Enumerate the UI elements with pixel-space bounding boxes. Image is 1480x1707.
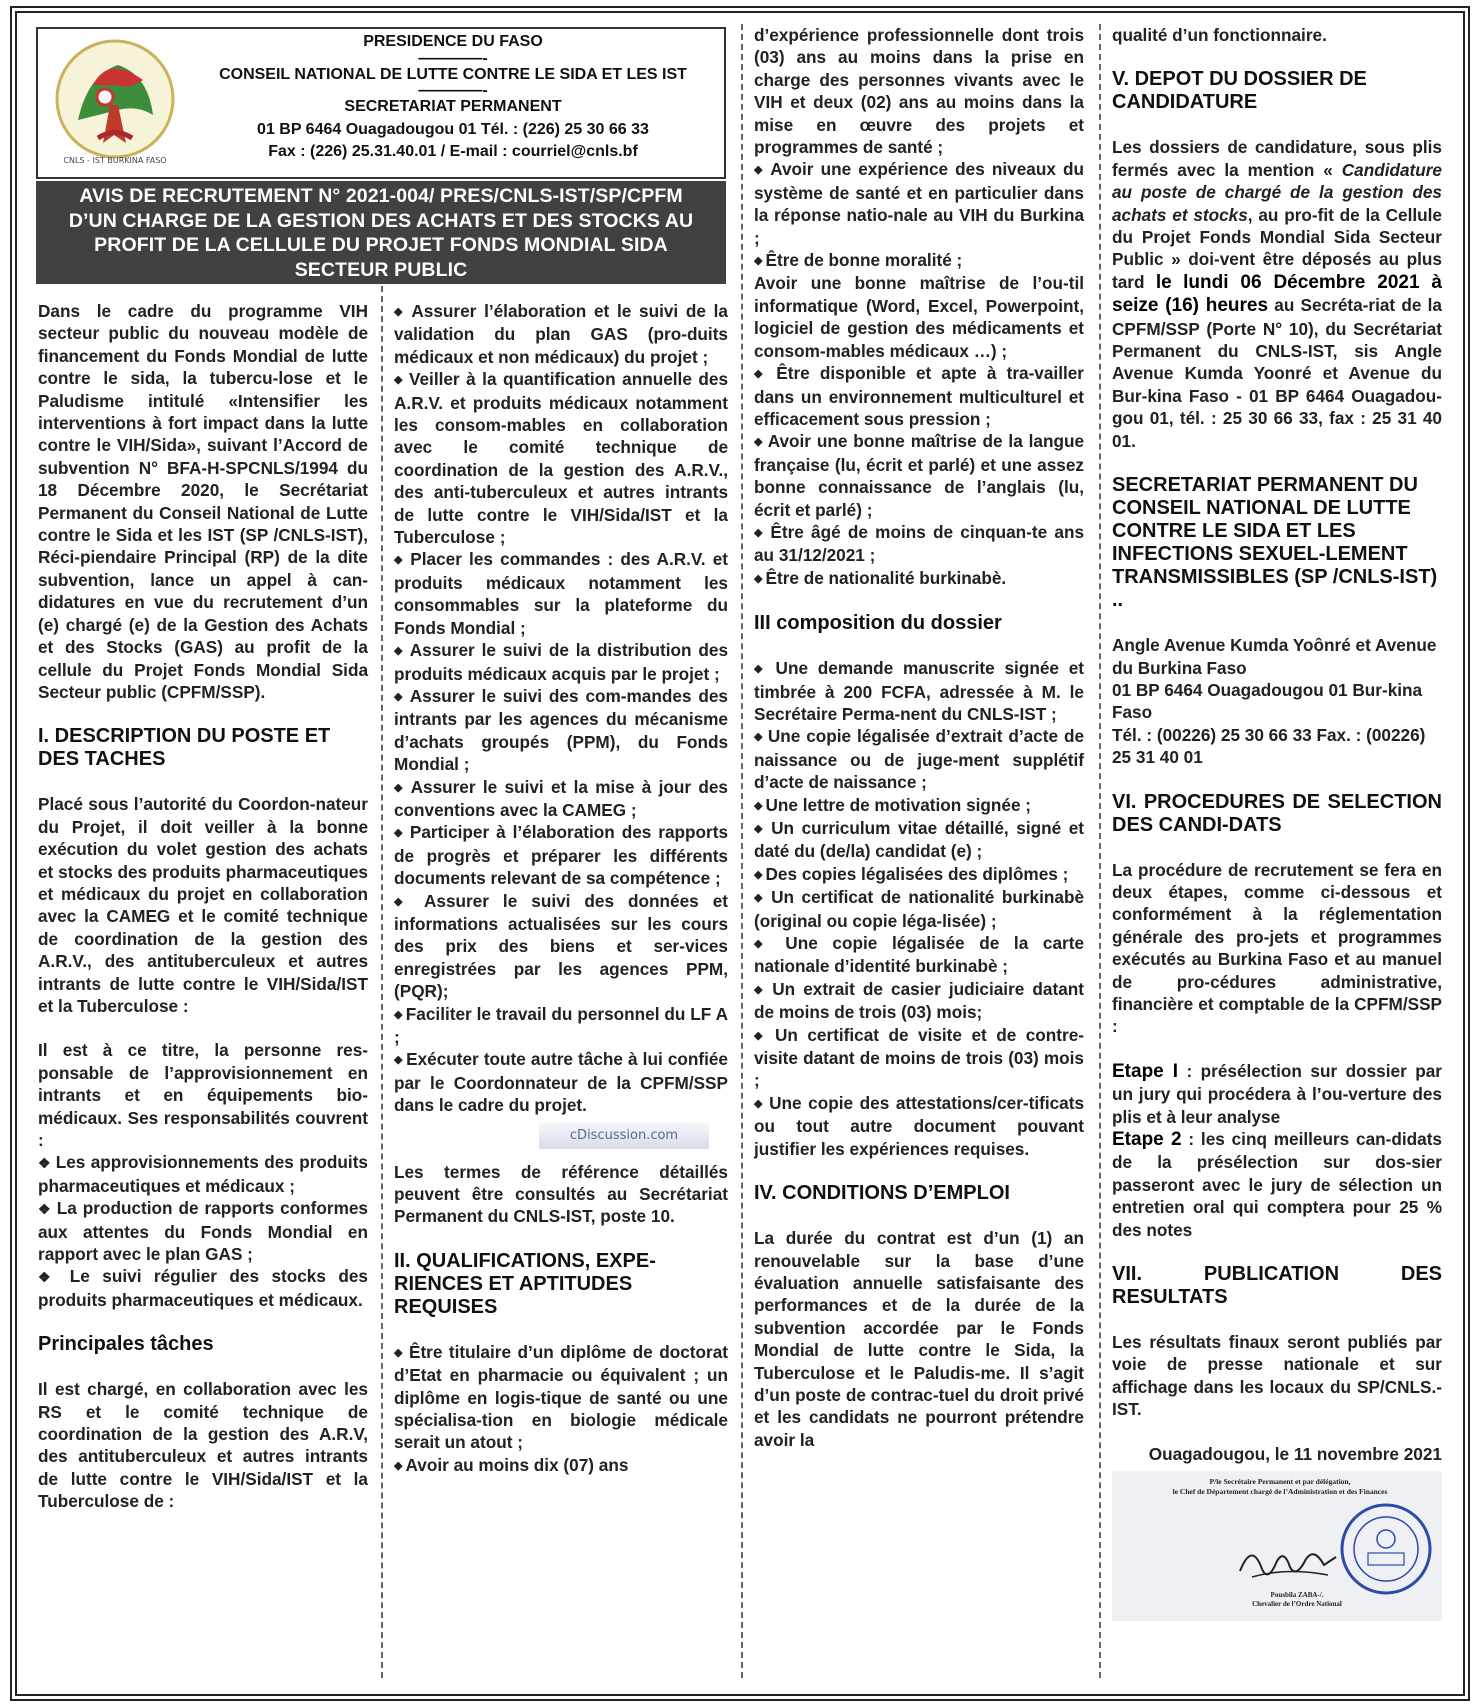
fax-email-line: Fax : (226) 25.31.40.01 / E-mail : courriel@cnls.bf	[268, 143, 638, 160]
list-item: ◆ Faciliter le travail du personnel du LF A ;	[394, 1003, 728, 1049]
signatory	[1222, 1591, 1372, 1609]
address-line: Tél. : (00226) 25 30 66 33 Fax. : (00226) 25 31 40 01	[1112, 724, 1426, 768]
list-item: ◆ Une copie légalisée d’extrait d’acte de naissance ou de juge-ment supplétif d’acte de naissance ;	[754, 725, 1084, 793]
column-1	[38, 300, 368, 1513]
list-item: ◆ Des copies légalisées des diplômes ;	[754, 863, 1084, 886]
text-run: : les cinq meilleurs can-didats de la présélection sur dos-sier passeront avec le jury de sélection un entretien oral qui comptera pour 25 % des notes	[1112, 1129, 1442, 1240]
column-4	[1112, 24, 1442, 1621]
list-item: ◆ Un curriculum vitae détaillé, signé et daté du (de/la) candidat (e) ;	[754, 817, 1084, 863]
list-item: ◆ Exécuter toute autre tâche à lui confiée par le Coordonnateur de la CPFM/SSP dans le cadre du projet.	[394, 1048, 728, 1116]
list-item: ◆ Avoir une bonne maîtrise de la langue française (lu, écrit et parlé) et une assez bonne connaissance de l’anglais (lu, écrit et parlé) ;	[754, 430, 1084, 521]
text-run: , au pro-fit de la Cellule du Projet Fonds Mondial Sida Secteur Public » doi-vent être déposés au plus tard	[1112, 204, 1442, 292]
notice-title-banner	[36, 181, 726, 284]
text-run: au Secréta-riat de la CPFM/SSP (Porte N° 10), du Secrétariat Permanent du CNLS-IST, sis Angle Avenue Kumda Yoonré et Avenue du Bur-kina Faso - 01 BP 6464 Ouagadou-gou 01, tél. : 25 30 66 33, fax : 25 31 40 01.	[1112, 295, 1442, 451]
list-item: ◆ Avoir au moins dix (07) ans	[394, 1454, 728, 1477]
subsection-heading: Principales tâches	[38, 1333, 214, 1356]
caption-line: le Chef de Département chargé de l’Administration et des Finances	[1172, 1487, 1388, 1497]
list-item: ◆ Avoir une expérience des niveaux du système de santé et en particulier dans la réponse natio-nale au VIH du Burkina ;	[754, 158, 1084, 249]
text-run: : présélection sur dossier par un jury qui procédera à l’ou-verture des plis et à leur analyse	[1112, 1060, 1442, 1127]
paragraph: La procédure de recrutement se fera en deux étapes, comme ci-dessous et conformément à la réglementation générale des pro-jets et programmes exécutés au Burkina Faso et au manuel de pro-cédures administrative, financière et comptable de la CPFM/SSP :	[1112, 859, 1442, 1037]
section-heading: VI. PROCEDURES DE SELECTION DES CANDI-DATS	[1112, 790, 1442, 836]
list-item: ◆ Assurer l’élaboration et le suivi de la validation du plan GAS (pro-duits médicaux et non médicaux) du projet ;	[394, 300, 728, 368]
signatory-name: Pousbila ZABA-/.	[1270, 1591, 1324, 1600]
handwritten-signature-icon	[1232, 1531, 1342, 1591]
list-item: ◆ Placer les commandes : des A.R.V. et produits médicaux notamment les consommables sur la plateforme du Fonds Mondial ;	[394, 548, 728, 639]
signatory-title: Chevalier de l’Ordre National	[1252, 1600, 1342, 1609]
address-line: Angle Avenue Kumda Yoônré et Avenue du Burkina Faso	[1112, 635, 1437, 678]
watermark-badge: cDiscussion.com	[539, 1123, 709, 1149]
paragraph: La durée du contrat est d’un (1) an renouvelable sur la base d’une évaluation annuelle satisfaisante des performances et de la durée de la subvention accordée par le Fonds Mondial de lutte contre le Sida, la Tuberculose et le Paludis-me. Il s’agit d’un poste de contrac-tuel du droit privé et les candidats ne pourront prétendre avoir la	[754, 1228, 1084, 1450]
list-item: ◆ Un extrait de casier judiciaire datant de moins de trois (03) mois;	[754, 978, 1084, 1024]
step-label: Etape I	[1112, 1060, 1178, 1082]
letterhead-text	[183, 31, 723, 164]
deadline: lundi 06 Décembre 2021 à seize (16) heures	[1112, 271, 1442, 317]
section-heading: VII. PUBLICATION DES RESULTATS	[1112, 1263, 1442, 1309]
list-item: ◆ Être de bonne moralité ;	[754, 249, 1084, 272]
letterhead	[36, 27, 726, 179]
signature-caption	[1130, 1477, 1430, 1497]
section-heading: V. DEPOT DU DOSSIER DE CANDIDATURE	[1112, 68, 1367, 114]
list-item: ❖ Le suivi régulier des stocks des produits pharmaceutiques et médicaux.	[38, 1265, 368, 1311]
list-item: ◆ Une copie légalisée de la carte nationale d’identité burkinabè ;	[754, 932, 1084, 978]
section-heading: II. QUALIFICATIONS, EXPE-RIENCES ET APTITUDES REQUISES	[394, 1249, 656, 1318]
list-item: ◆ Participer à l’élaboration des rapports de progrès et préparer les différents documents relevant de sa compétence ;	[394, 821, 728, 889]
notice-title-line: SECTEUR PUBLIC	[294, 258, 468, 281]
paragraph: Les résultats finaux seront publiés par voie de presse nationale et sur affichage dans les locaux du SP/CNLS.-IST.	[1112, 1332, 1442, 1420]
column-divider	[1099, 24, 1101, 1678]
signature-block	[1112, 1471, 1442, 1621]
list-item: ◆ Veiller à la quantification annuelle des A.R.V. et produits médicaux notamment les consom-mables en collaboration avec le comité technique de coordination de la gestion des A.R.V., des anti-tuberculeux et autres intrants de lutte contre le VIH/Sida/IST et la Tuberculose ;	[394, 368, 728, 548]
column-divider	[381, 286, 383, 1678]
section-heading: III composition du dossier	[754, 612, 1002, 635]
paragraph	[1112, 1060, 1442, 1128]
text-run: Les dossiers de candidature, sous plis fermés avec la mention «	[1112, 137, 1442, 180]
column-3	[754, 24, 1084, 1451]
list-item: ◆ Une demande manuscrite signée et timbrée à 200 FCFA, adressée à M. le Secrétaire Perma-nent du CNLS-IST ;	[754, 657, 1084, 725]
council-name: CONSEIL NATIONAL DE LUTTE CONTRE LE SIDA ET LES IST	[219, 65, 687, 83]
logo-text: CNLS - IST BURKINA FASO	[63, 156, 167, 165]
list-item: ◆ Un certificat de nationalité burkinabè (original ou copie léga-lisée) ;	[754, 886, 1084, 932]
column-2	[394, 300, 728, 1477]
list-item: ◆ Être disponible et apte à tra-vailler dans un environnement multiculturel et efficacement sous pression ;	[754, 362, 1084, 430]
list-item: ◆ Assurer le suivi des com-mandes des intrants par les agences du mécanisme d’achats groupés (PPM), du Fonds Mondial ;	[394, 685, 728, 776]
section-heading: IV. CONDITIONS D’EMPLOI	[754, 1182, 1010, 1205]
paragraph: qualité d’un fonctionnaire.	[1112, 25, 1327, 45]
paragraph: Il est à ce titre, la personne res-ponsable de l’approvisionnement en intrants et en équipements bio-médicaux. Ses responsabilités couvrent :	[38, 1040, 368, 1150]
notice-title-line: PROFIT DE LA CELLULE DU PROJET FONDS MONDIAL SIDA	[94, 234, 668, 256]
organization-name: SECRETARIAT PERMANENT DU CONSEIL NATIONAL DE LUTTE CONTRE LE SIDA ET LES INFECTIONS SEXUEL-LEMENT TRANSMISSIBLES (SP /CNLS-IST) ..	[1112, 474, 1438, 612]
column-divider	[741, 24, 743, 1678]
place-date: Ouagadougou, le 11 novembre 2021	[1148, 1443, 1442, 1464]
notice-title-line: AVIS DE RECRUTEMENT N° 2021-004/ PRES/CNLS-IST/SP/CPFM	[79, 185, 683, 207]
secretariat-line: SECRETARIAT PERMANENT	[344, 98, 562, 115]
list-item: ❖ La production de rapports conformes aux attentes du Fonds Mondial en rapport avec le plan GAS ;	[38, 1197, 368, 1265]
list-item: ❖ Les approvisionnements des produits pharmaceutiques et médicaux ;	[38, 1151, 368, 1197]
text-run: le	[1155, 271, 1172, 293]
list-item: ◆ Un certificat de visite et de contre-visite datant de moins de trois (03) mois ;	[754, 1024, 1084, 1092]
paragraph: Les termes de référence détaillés peuvent être consultés au Secrétariat Permanent du CNLS-IST, poste 10.	[394, 1161, 728, 1227]
address-line: 01 BP 6464 Ouagadougou 01 Tél. : (226) 25 30 66 33	[257, 120, 649, 138]
intro-paragraph: Dans le cadre du programme VIH secteur public du nouveau modèle de financement du Fonds Mondial de lutte contre le sida, la tubercu-lose et le Paludisme intitulé «Intensifier les interventions à fort impact dans la lutte contre le VIH/Sida», suivant l’Accord de subvention N° BFA-H-SPCNLS/1994 du 18 Décembre 2020, le Secrétariat Permanent du Conseil National de Lutte contre le Sida et les IST (SP /CNLS-IST), Réci-piendaire Principal (RP) de la dite subvention, lance un appel à can-didatures en vue du recrutement d’un (e) chargé (e) de la Gestion des Achats et des Stocks (GAS) au profit de la cellule du Projet Fonds Mondial Sida Secteur public (CPFM/SSP).	[38, 301, 368, 702]
list-item: ◆ Assurer le suivi des données et informations actualisées sur les cours des prix des biens et ser-vices enregistrées par les agences PPM, (PQR);	[394, 890, 728, 1003]
text-run: Candidature au poste de chargé de la gestion des achats et stocks	[1112, 159, 1442, 225]
list-item: ◆ Assurer le suivi de la distribution des produits médicaux acquis par le projet ;	[394, 639, 728, 685]
paragraph: Il est chargé, en collaboration avec les RS et le comité technique de coordination de la gestion des A.R.V, des antituberculeux et autres intrants de lutte contre le VIH/Sida/IST et la Tuberculose de :	[38, 1379, 368, 1512]
cnls-logo-icon	[48, 35, 183, 170]
paragraph: Avoir une bonne maîtrise de l’ou-til informatique (Word, Excel, Powerpoint, logiciel de gestion des médicaments et consom-mables médicaux …) ;	[754, 273, 1084, 361]
notice-title-line: D’UN CHARGE DE LA GESTION DES ACHATS ET DES STOCKS AU	[68, 209, 694, 232]
paragraph	[1112, 1128, 1442, 1241]
separator: ————-	[418, 82, 488, 99]
list-item: ◆ Être titulaire d’un diplôme de doctorat d’Etat en pharmacie ou équivalent ; un diplôme en logis-tique de santé ou une spécialisa-tion en biologie médicale serait un atout ;	[394, 1341, 728, 1454]
list-item: ◆ Être de nationalité burkinabè.	[754, 567, 1084, 590]
paragraph: d’expérience professionnelle dont trois (03) ans au moins dans la prise en charge des personnes vivants avec le VIH et deux (02) ans au moins dans la mise en œuvre des projets et programmes de santé ;	[754, 25, 1084, 158]
list-item: ◆ Une copie des attestations/cer-tificats ou tout autre document pouvant justifier les expériences requises.	[754, 1092, 1084, 1160]
separator: ————-	[418, 49, 488, 67]
list-item: ◆ Assurer le suivi et la mise à jour des conventions avec la CAMEG ;	[394, 776, 728, 822]
address-line: 01 BP 6464 Ouagadougou 01 Bur-kina Faso	[1112, 679, 1423, 723]
list-item: ◆ Être âgé de moins de cinquan-te ans au 31/12/2021 ;	[754, 521, 1084, 567]
paragraph	[1112, 136, 1442, 452]
official-stamp-icon	[1338, 1501, 1434, 1597]
list-item: ◆ Une lettre de motivation signée ;	[754, 794, 1084, 817]
presidency-line: PRESIDENCE DU FASO	[363, 33, 543, 50]
section-heading: I. DESCRIPTION DU POSTE ET DES TACHES	[38, 725, 331, 771]
caption-line: P/le Secrétaire Permanent et par délégation,	[1209, 1477, 1351, 1487]
step-label: Etape 2	[1112, 1129, 1182, 1150]
paragraph: Placé sous l’autorité du Coordon-nateur du Projet, il doit veiller à la bonne exécution du volet gestion des achats et stocks des produits pharmaceutiques et médicaux du projet en collaboration avec la CAMEG et le comité technique de coordination de la gestion des A.R.V., des antituberculeux et autres intrants de lutte contre le VIH/Sida/IST et la Tuberculose :	[38, 794, 368, 1016]
